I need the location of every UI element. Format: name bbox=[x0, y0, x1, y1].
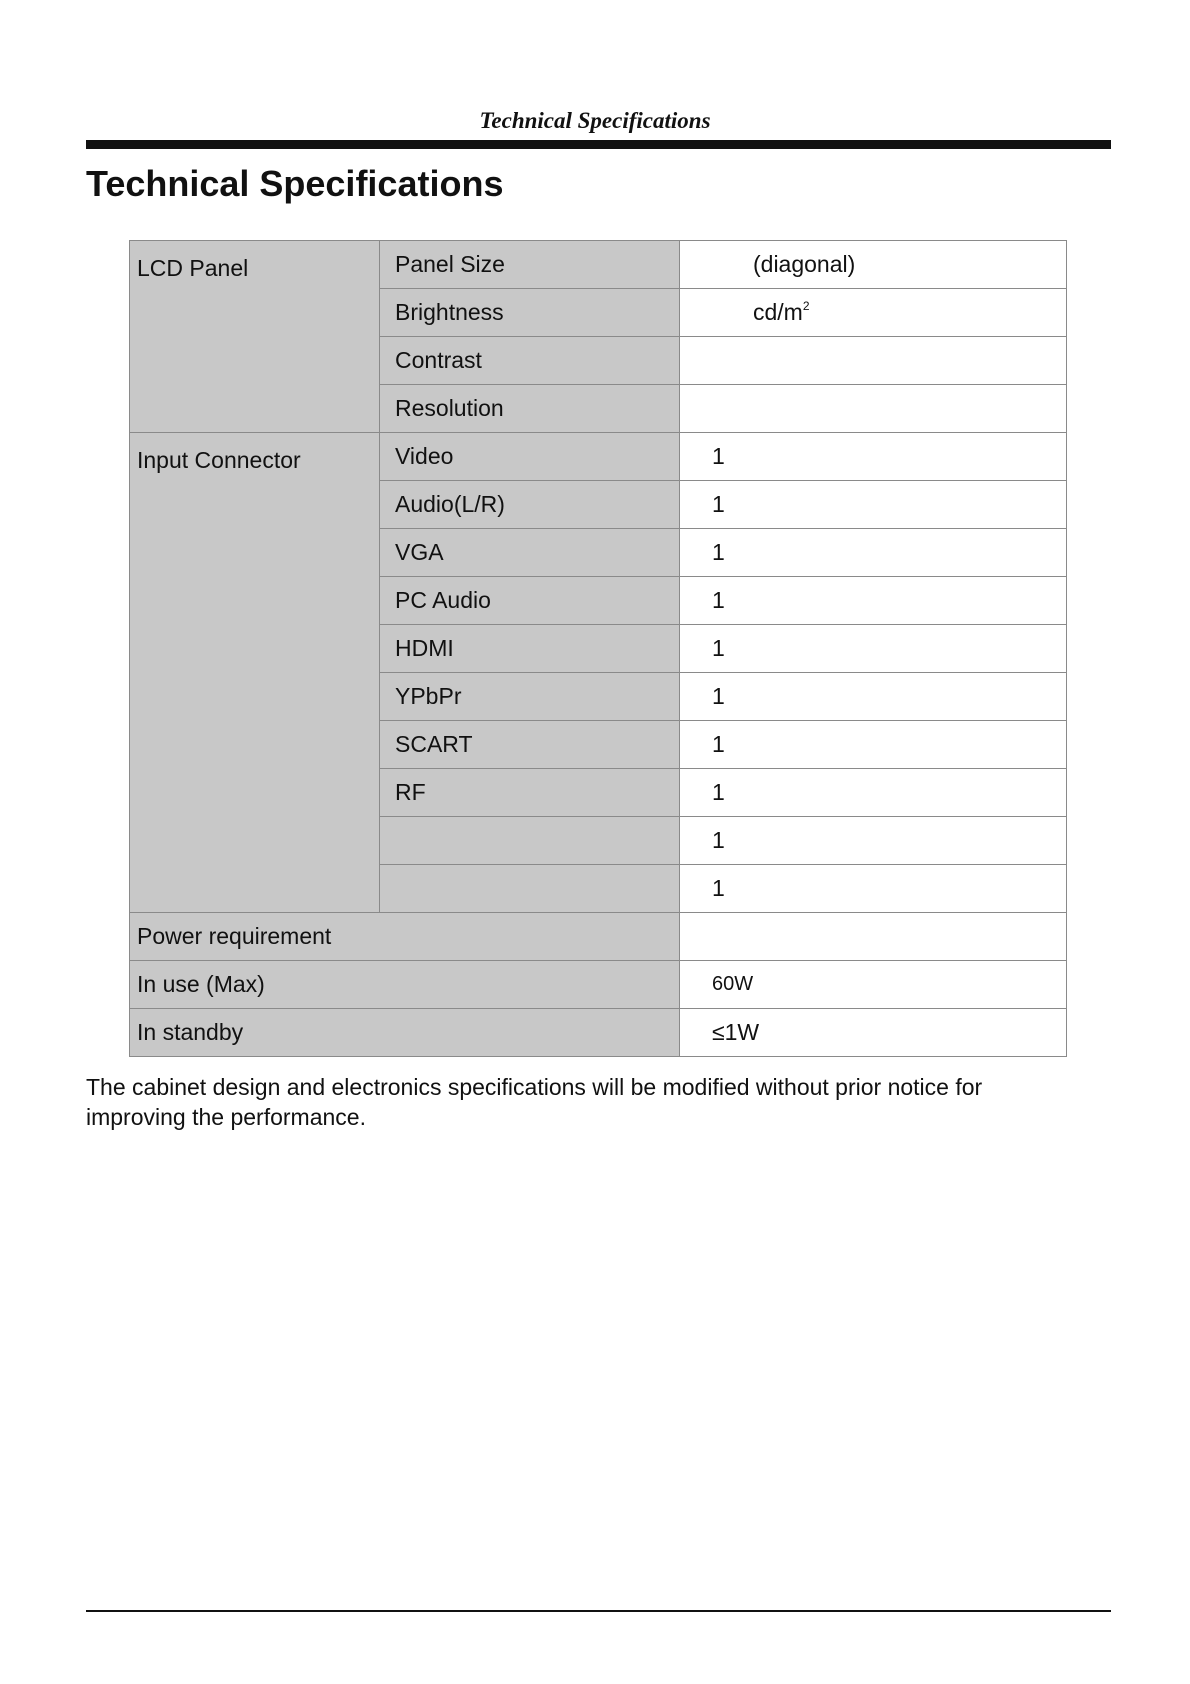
value-in-use-max: 60W bbox=[680, 961, 1067, 1009]
param-rf: RF bbox=[380, 769, 680, 817]
value-rf: 1 bbox=[680, 769, 1067, 817]
category-lcd-panel: LCD Panel bbox=[130, 241, 380, 433]
value-resolution bbox=[680, 385, 1067, 433]
brightness-unit: cd/m bbox=[753, 299, 803, 325]
value-pc-audio: 1 bbox=[680, 577, 1067, 625]
param-vga: VGA bbox=[380, 529, 680, 577]
table-row bbox=[130, 241, 1067, 289]
param-blank-2 bbox=[380, 865, 680, 913]
brightness-unit-exponent: 2 bbox=[802, 299, 810, 313]
value-in-standby: ≤1W bbox=[680, 1009, 1067, 1057]
value-video: 1 bbox=[680, 433, 1067, 481]
value-panel-size: (diagonal) bbox=[680, 241, 1067, 289]
param-contrast: Contrast bbox=[380, 337, 680, 385]
value-brightness bbox=[680, 289, 1067, 337]
value-vga: 1 bbox=[680, 529, 1067, 577]
param-in-use-max: In use (Max) bbox=[130, 961, 680, 1009]
value-scart: 1 bbox=[680, 721, 1067, 769]
footer-rule bbox=[86, 1610, 1111, 1612]
value-audio-lr: 1 bbox=[680, 481, 1067, 529]
param-ypbpr: YPbPr bbox=[380, 673, 680, 721]
table-row bbox=[130, 1009, 1067, 1057]
table-row bbox=[130, 433, 1067, 481]
param-resolution: Resolution bbox=[380, 385, 680, 433]
header-rule bbox=[86, 140, 1111, 149]
category-power-requirement: Power requirement bbox=[130, 913, 680, 961]
table-row bbox=[130, 961, 1067, 1009]
spec-table bbox=[129, 240, 1067, 1057]
value-blank-2: 1 bbox=[680, 865, 1067, 913]
param-audio-lr: Audio(L/R) bbox=[380, 481, 680, 529]
param-pc-audio: PC Audio bbox=[380, 577, 680, 625]
value-contrast bbox=[680, 337, 1067, 385]
param-in-standby: In standby bbox=[130, 1009, 680, 1057]
page-title: Technical Specifications bbox=[86, 163, 504, 204]
value-power-requirement bbox=[680, 913, 1067, 961]
table-row bbox=[130, 913, 1067, 961]
param-video: Video bbox=[380, 433, 680, 481]
param-scart: SCART bbox=[380, 721, 680, 769]
category-input-connector: Input Connector bbox=[130, 433, 380, 913]
param-hdmi: HDMI bbox=[380, 625, 680, 673]
disclaimer-note: The cabinet design and electronics specifications will be modified without prior notice for improving the performance. bbox=[86, 1074, 983, 1130]
value-ypbpr: 1 bbox=[680, 673, 1067, 721]
value-blank-1: 1 bbox=[680, 817, 1067, 865]
param-blank-1 bbox=[380, 817, 680, 865]
running-header-title: Technical Specifications bbox=[479, 108, 711, 133]
value-hdmi: 1 bbox=[680, 625, 1067, 673]
param-panel-size: Panel Size bbox=[380, 241, 680, 289]
param-brightness: Brightness bbox=[380, 289, 680, 337]
